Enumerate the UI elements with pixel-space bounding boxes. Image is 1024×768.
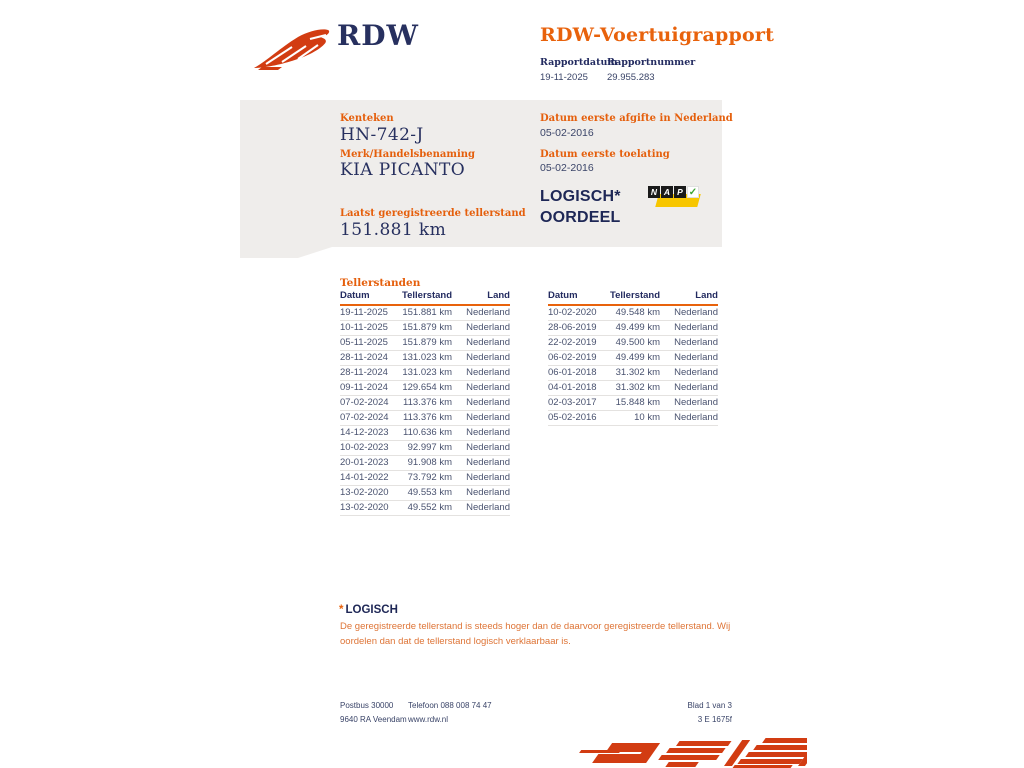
table-row [340,426,510,441]
table-row [548,321,718,336]
table-cell: 113.376 km [402,411,452,426]
table-cell: 28-11-2024 [340,351,402,366]
table-cell: 49.553 km [402,486,452,501]
table-cell: Nederland [660,411,718,426]
report-number-block [607,57,695,83]
table-cell: Nederland [660,396,718,411]
table-cell: 04-01-2018 [548,381,610,396]
oordeel-line1: LOGISCH* [540,188,621,205]
table-cell: Nederland [660,351,718,366]
col-header-tellerstand: Tellerstand [610,290,660,305]
odometer-table-right [548,290,718,426]
table-cell: 151.879 km [402,336,452,351]
table-cell: 28-06-2019 [548,321,610,336]
table-cell: Nederland [660,336,718,351]
table-cell: 05-11-2025 [340,336,402,351]
table-cell: 15.848 km [610,396,660,411]
footnote-asterisk: * [339,604,344,616]
table-row [340,351,510,366]
rdw-wordmark: RDW [337,19,419,52]
table-cell: Nederland [452,456,510,471]
table-cell: 131.023 km [402,366,452,381]
table-header-row [548,290,718,305]
table-cell: 14-01-2022 [340,471,402,486]
report-number-value: 29.955.283 [607,72,655,83]
table-cell: 131.023 km [402,351,452,366]
table-cell: 10-02-2023 [340,441,402,456]
col-header-datum: Datum [340,290,402,305]
footnote-heading-text: LOGISCH [345,604,398,616]
table-cell: 20-01-2023 [340,456,402,471]
toelating-value: 05-02-2016 [540,162,594,174]
table-cell: 91.908 km [402,456,452,471]
kenteken-value: HN-742-J [340,125,424,145]
table-cell: Nederland [452,305,510,321]
afgifte-value: 05-02-2016 [540,127,594,139]
table-cell: 129.654 km [402,381,452,396]
table-cell: 07-02-2024 [340,396,402,411]
footer-page-number: Blad 1 van 3 [687,701,732,710]
table-cell: 02-03-2017 [548,396,610,411]
nap-logo [648,184,700,210]
table-row [340,381,510,396]
report-date-value: 19-11-2025 [540,72,588,83]
table-cell: Nederland [660,321,718,336]
afgifte-label: Datum eerste afgifte in Nederland [540,113,733,124]
table-cell: 10-11-2025 [340,321,402,336]
page-title: RDW-Voertuigrapport [540,24,775,46]
col-header-datum: Datum [548,290,610,305]
table-row [340,486,510,501]
rdw-feather-logo-icon [252,26,332,72]
table-cell: 49.499 km [610,351,660,366]
merk-value: KIA PICANTO [340,160,466,180]
table-cell: 13-02-2020 [340,486,402,501]
nap-letter-n: N [648,186,660,198]
table-cell: 10-02-2020 [548,305,610,321]
table-cell: 31.302 km [610,381,660,396]
footer-city: 9640 RA Veendam [340,715,407,724]
table-row [340,366,510,381]
deco-stripes [545,736,807,768]
odometer-table-left [340,290,510,516]
table-row [340,396,510,411]
table-row [548,336,718,351]
oordeel-line2: OORDEEL [540,209,621,226]
table-cell: Nederland [452,501,510,516]
nap-check-icon: ✓ [688,187,698,198]
table-cell: 151.881 km [402,305,452,321]
footer-phone: Telefoon 088 008 74 47 [408,701,492,710]
table-row [548,381,718,396]
table-cell: Nederland [660,366,718,381]
table-cell: 22-02-2019 [548,336,610,351]
table-cell: Nederland [660,305,718,321]
table-row [548,396,718,411]
report-date-block [540,57,617,83]
table-cell: 73.792 km [402,471,452,486]
kenteken-label: Kenteken [340,113,394,124]
table-row [340,501,510,516]
table-header-row [340,290,510,305]
footer-address [340,699,407,727]
tellerstand-label: Laatst geregistreerde tellerstand [340,208,526,219]
tellerstand-value: 151.881 km [340,220,447,240]
table-cell: 92.997 km [402,441,452,456]
table-cell: Nederland [452,411,510,426]
table-cell: 09-11-2024 [340,381,402,396]
table-row [340,305,510,321]
table-cell: Nederland [452,366,510,381]
col-header-tellerstand: Tellerstand [402,290,452,305]
table-cell: Nederland [452,396,510,411]
table-cell: 49.552 km [402,501,452,516]
footer-pageinfo [600,699,732,727]
table-cell: 06-01-2018 [548,366,610,381]
table-cell: Nederland [452,351,510,366]
table-row [340,441,510,456]
footnote-heading [339,604,398,616]
table-cell: Nederland [452,381,510,396]
table-row [548,411,718,426]
table-cell: 31.302 km [610,366,660,381]
table-cell: 05-02-2016 [548,411,610,426]
table-cell: 19-11-2025 [340,305,402,321]
table-cell: Nederland [452,471,510,486]
table-cell: 10 km [610,411,660,426]
report-date-label: Rapportdatum [540,57,618,68]
merk-label: Merk/Handelsbenaming [340,149,476,160]
table-row [548,366,718,381]
table-row [548,305,718,321]
footnote-body: De geregistreerde tellerstand is steeds hoger dan de daarvoor geregistreerde tellerstand. Wij oordelen dan dat de tellerstand logisch verklaarbaar is. [340,621,731,647]
table-cell: Nederland [452,426,510,441]
table-cell: Nederland [452,441,510,456]
nap-letter-a: A [661,186,673,198]
footer-website-link[interactable]: www.rdw.nl [408,715,449,724]
table-cell: Nederland [452,321,510,336]
table-row [340,336,510,351]
table-cell: 49.548 km [610,305,660,321]
table-cell: 110.636 km [402,426,452,441]
table-row [340,411,510,426]
nap-letter-p: P [674,186,686,198]
tables-title: Tellerstanden [340,277,421,289]
table-cell: 13-02-2020 [340,501,402,516]
col-header-land: Land [660,290,718,305]
table-cell: 113.376 km [402,396,452,411]
table-row [548,351,718,366]
table-row [340,471,510,486]
table-cell: Nederland [452,486,510,501]
table-cell: 49.500 km [610,336,660,351]
col-header-land: Land [452,290,510,305]
oordeel-verdict [540,186,621,228]
table-cell: 28-11-2024 [340,366,402,381]
table-row [340,456,510,471]
report-number-label: Rapportnummer [607,57,696,68]
table-cell: 14-12-2023 [340,426,402,441]
table-cell: Nederland [452,336,510,351]
footer-contact [408,699,492,727]
table-row [340,321,510,336]
table-cell: 49.499 km [610,321,660,336]
footer-form-code: 3 E 1675f [697,715,732,724]
table-cell: 151.879 km [402,321,452,336]
toelating-label: Datum eerste toelating [540,149,670,160]
footer-postbus: Postbus 30000 [340,701,394,710]
table-cell: 06-02-2019 [548,351,610,366]
table-cell: 07-02-2024 [340,411,402,426]
table-cell: Nederland [660,381,718,396]
